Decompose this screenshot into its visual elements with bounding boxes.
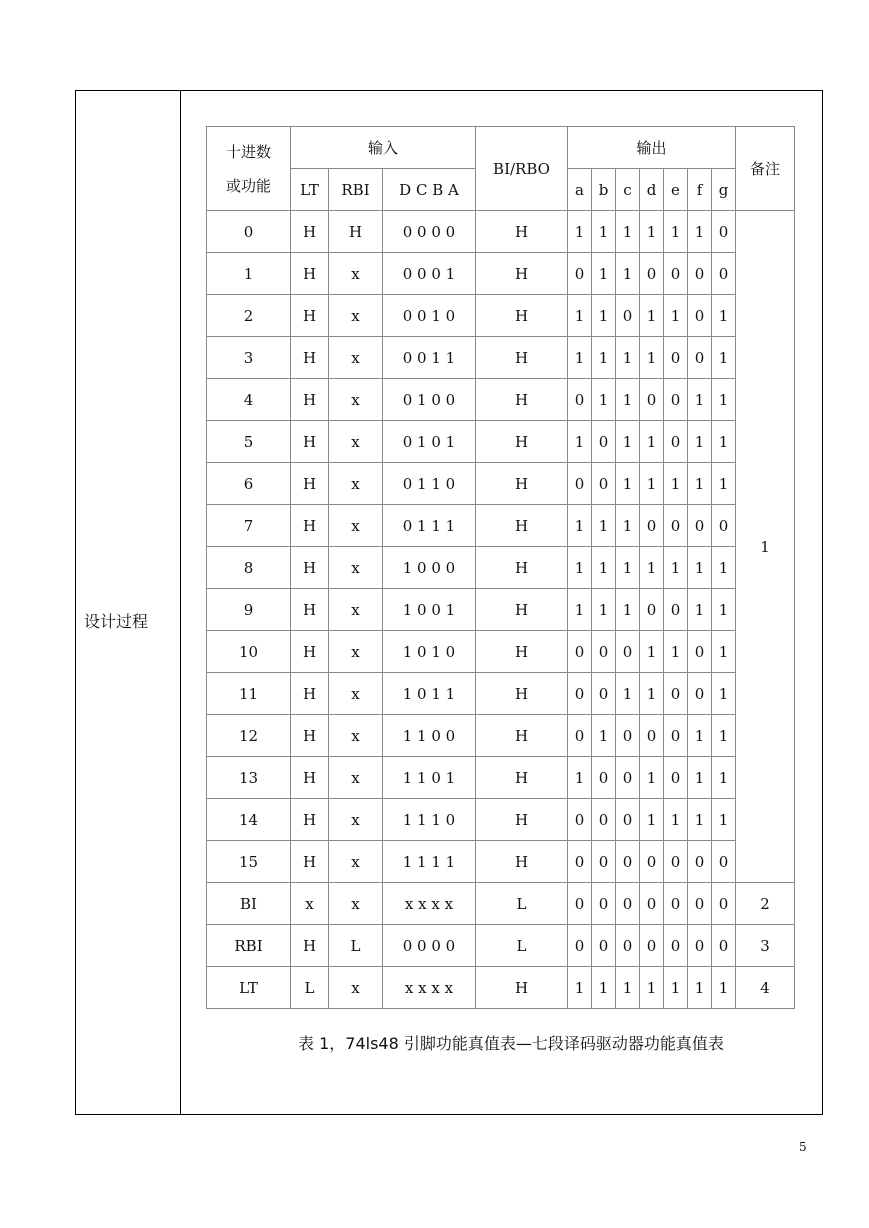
cell-segment: 1 bbox=[568, 589, 592, 631]
cell-function: 9 bbox=[207, 589, 291, 631]
cell-bi-rbo: H bbox=[476, 799, 568, 841]
cell-segment: 1 bbox=[616, 967, 640, 1009]
cell-dcba: x x x x bbox=[383, 883, 476, 925]
cell-dcba: 1 1 0 1 bbox=[383, 757, 476, 799]
cell-segment: 1 bbox=[664, 631, 688, 673]
cell-segment: 0 bbox=[616, 925, 640, 967]
cell-bi-rbo: H bbox=[476, 421, 568, 463]
cell-bi-rbo: H bbox=[476, 673, 568, 715]
cell-segment: 1 bbox=[568, 967, 592, 1009]
cell-segment: 1 bbox=[688, 799, 712, 841]
cell-segment: 1 bbox=[712, 799, 736, 841]
table-row bbox=[207, 505, 795, 547]
cell-segment: 1 bbox=[592, 505, 616, 547]
cell-segment: 0 bbox=[712, 925, 736, 967]
cell-segment: 0 bbox=[640, 841, 664, 883]
cell-segment: 1 bbox=[616, 505, 640, 547]
cell-segment: 1 bbox=[712, 379, 736, 421]
cell-lt: H bbox=[291, 379, 329, 421]
cell-segment: 0 bbox=[688, 673, 712, 715]
cell-segment: 1 bbox=[664, 967, 688, 1009]
cell-rbi: x bbox=[329, 463, 383, 505]
cell-segment: 0 bbox=[568, 715, 592, 757]
cell-bi-rbo: H bbox=[476, 337, 568, 379]
cell-segment: 1 bbox=[664, 799, 688, 841]
cell-segment: 1 bbox=[616, 253, 640, 295]
cell-dcba: 1 0 1 0 bbox=[383, 631, 476, 673]
header-rbi: RBI bbox=[329, 169, 383, 211]
cell-function: 0 bbox=[207, 211, 291, 253]
cell-segment: 0 bbox=[568, 841, 592, 883]
cell-segment: 0 bbox=[712, 211, 736, 253]
header-bi-rbo: BI/RBO bbox=[476, 127, 568, 211]
cell-segment: 1 bbox=[592, 295, 616, 337]
cell-function: 5 bbox=[207, 421, 291, 463]
header-decimal-line1: 十进数 bbox=[225, 142, 271, 161]
table-row bbox=[207, 715, 795, 757]
cell-segment: 0 bbox=[592, 883, 616, 925]
cell-segment: 0 bbox=[712, 253, 736, 295]
cell-bi-rbo: L bbox=[476, 883, 568, 925]
cell-segment: 1 bbox=[712, 295, 736, 337]
header-input: 输入 bbox=[291, 127, 476, 169]
header-decimal-line2: 或功能 bbox=[225, 176, 271, 195]
cell-function: 13 bbox=[207, 757, 291, 799]
cell-segment: 0 bbox=[712, 883, 736, 925]
cell-rbi: x bbox=[329, 295, 383, 337]
table-row bbox=[207, 211, 795, 253]
table-caption: 表 1，74ls48 引脚功能真值表—七段译码驱动器功能真值表 bbox=[298, 1034, 724, 1053]
cell-segment: 1 bbox=[688, 589, 712, 631]
cell-segment: 0 bbox=[568, 925, 592, 967]
cell-segment: 0 bbox=[712, 841, 736, 883]
left-column bbox=[76, 91, 181, 1114]
cell-segment: 1 bbox=[640, 337, 664, 379]
cell-segment: 0 bbox=[640, 253, 664, 295]
cell-segment: 1 bbox=[712, 631, 736, 673]
cell-function: 12 bbox=[207, 715, 291, 757]
cell-segment: 0 bbox=[664, 379, 688, 421]
table-row bbox=[207, 379, 795, 421]
cell-bi-rbo: H bbox=[476, 547, 568, 589]
page-number: 5 bbox=[799, 1140, 807, 1154]
table-row bbox=[207, 841, 795, 883]
cell-dcba: 0 0 1 0 bbox=[383, 295, 476, 337]
cell-lt: H bbox=[291, 799, 329, 841]
cell-dcba: 0 0 1 1 bbox=[383, 337, 476, 379]
cell-segment: 1 bbox=[688, 547, 712, 589]
cell-segment: 0 bbox=[616, 631, 640, 673]
cell-bi-rbo: H bbox=[476, 211, 568, 253]
table-row bbox=[207, 799, 795, 841]
cell-rbi: x bbox=[329, 967, 383, 1009]
cell-bi-rbo: H bbox=[476, 379, 568, 421]
header-lt: LT bbox=[291, 169, 329, 211]
header-row-1 bbox=[207, 127, 795, 169]
cell-segment: 1 bbox=[688, 379, 712, 421]
cell-segment: 0 bbox=[688, 841, 712, 883]
cell-segment: 1 bbox=[688, 421, 712, 463]
cell-segment: 0 bbox=[688, 337, 712, 379]
cell-segment: 0 bbox=[688, 925, 712, 967]
cell-segment: 1 bbox=[688, 715, 712, 757]
cell-segment: 0 bbox=[664, 841, 688, 883]
cell-segment: 1 bbox=[712, 715, 736, 757]
cell-lt: H bbox=[291, 589, 329, 631]
cell-lt: H bbox=[291, 841, 329, 883]
cell-segment: 1 bbox=[664, 295, 688, 337]
cell-segment: 1 bbox=[640, 967, 664, 1009]
cell-segment: 0 bbox=[640, 379, 664, 421]
cell-bi-rbo: H bbox=[476, 505, 568, 547]
cell-segment: 0 bbox=[664, 757, 688, 799]
cell-segment: 1 bbox=[640, 295, 664, 337]
cell-segment: 1 bbox=[616, 421, 640, 463]
cell-segment: 1 bbox=[616, 379, 640, 421]
cell-segment: 0 bbox=[640, 505, 664, 547]
table-row bbox=[207, 337, 795, 379]
cell-lt: H bbox=[291, 925, 329, 967]
cell-segment: 0 bbox=[616, 757, 640, 799]
section-label: 设计过程 bbox=[84, 612, 149, 631]
header-dcba: D C B A bbox=[383, 169, 476, 211]
table-row bbox=[207, 253, 795, 295]
cell-note: 4 bbox=[736, 967, 795, 1009]
cell-dcba: 1 1 1 0 bbox=[383, 799, 476, 841]
cell-lt: H bbox=[291, 211, 329, 253]
cell-segment: 1 bbox=[568, 505, 592, 547]
cell-segment: 0 bbox=[664, 253, 688, 295]
cell-lt: H bbox=[291, 547, 329, 589]
cell-function: 6 bbox=[207, 463, 291, 505]
cell-dcba: 0 1 1 0 bbox=[383, 463, 476, 505]
cell-rbi: x bbox=[329, 547, 383, 589]
cell-segment: 0 bbox=[664, 883, 688, 925]
table-row bbox=[207, 925, 795, 967]
cell-dcba: 1 1 1 1 bbox=[383, 841, 476, 883]
cell-bi-rbo: H bbox=[476, 841, 568, 883]
cell-segment: 1 bbox=[616, 673, 640, 715]
cell-dcba: 0 1 0 1 bbox=[383, 421, 476, 463]
cell-bi-rbo: H bbox=[476, 631, 568, 673]
cell-bi-rbo: H bbox=[476, 715, 568, 757]
cell-rbi: x bbox=[329, 253, 383, 295]
cell-segment: 1 bbox=[640, 757, 664, 799]
cell-segment: 1 bbox=[640, 421, 664, 463]
cell-segment: 0 bbox=[688, 505, 712, 547]
cell-rbi: x bbox=[329, 589, 383, 631]
cell-note: 3 bbox=[736, 925, 795, 967]
cell-segment: 0 bbox=[712, 505, 736, 547]
cell-segment: 1 bbox=[712, 337, 736, 379]
cell-lt: H bbox=[291, 715, 329, 757]
cell-dcba: 1 0 0 0 bbox=[383, 547, 476, 589]
cell-segment: 1 bbox=[568, 757, 592, 799]
cell-segment: 1 bbox=[688, 967, 712, 1009]
cell-rbi: x bbox=[329, 757, 383, 799]
cell-segment: 1 bbox=[640, 463, 664, 505]
cell-segment: 0 bbox=[592, 673, 616, 715]
cell-segment: 1 bbox=[592, 715, 616, 757]
cell-rbi: x bbox=[329, 715, 383, 757]
cell-note-main: 1 bbox=[736, 211, 795, 883]
header-seg-a: a bbox=[568, 169, 592, 211]
cell-function: LT bbox=[207, 967, 291, 1009]
cell-function: 7 bbox=[207, 505, 291, 547]
header-seg-d: d bbox=[640, 169, 664, 211]
cell-lt: H bbox=[291, 505, 329, 547]
cell-rbi: x bbox=[329, 841, 383, 883]
cell-segment: 0 bbox=[616, 295, 640, 337]
cell-segment: 0 bbox=[688, 883, 712, 925]
table-row bbox=[207, 967, 795, 1009]
cell-segment: 1 bbox=[712, 589, 736, 631]
cell-segment: 1 bbox=[568, 295, 592, 337]
cell-segment: 1 bbox=[664, 463, 688, 505]
table-row bbox=[207, 631, 795, 673]
table-row bbox=[207, 883, 795, 925]
cell-function: 3 bbox=[207, 337, 291, 379]
cell-segment: 0 bbox=[640, 925, 664, 967]
table-row bbox=[207, 589, 795, 631]
cell-function: 8 bbox=[207, 547, 291, 589]
cell-segment: 0 bbox=[592, 841, 616, 883]
cell-lt: x bbox=[291, 883, 329, 925]
cell-dcba: 0 0 0 1 bbox=[383, 253, 476, 295]
cell-segment: 1 bbox=[592, 589, 616, 631]
cell-rbi: x bbox=[329, 379, 383, 421]
cell-segment: 1 bbox=[592, 379, 616, 421]
cell-lt: H bbox=[291, 463, 329, 505]
cell-dcba: 0 1 1 1 bbox=[383, 505, 476, 547]
cell-dcba: 1 0 0 1 bbox=[383, 589, 476, 631]
cell-segment: 0 bbox=[592, 421, 616, 463]
table-row bbox=[207, 757, 795, 799]
cell-segment: 1 bbox=[688, 757, 712, 799]
cell-segment: 0 bbox=[592, 463, 616, 505]
cell-lt: H bbox=[291, 295, 329, 337]
cell-segment: 1 bbox=[640, 211, 664, 253]
cell-bi-rbo: H bbox=[476, 253, 568, 295]
cell-segment: 0 bbox=[592, 631, 616, 673]
cell-segment: 0 bbox=[568, 631, 592, 673]
cell-function: 4 bbox=[207, 379, 291, 421]
cell-segment: 1 bbox=[616, 547, 640, 589]
cell-segment: 1 bbox=[640, 547, 664, 589]
cell-segment: 1 bbox=[616, 463, 640, 505]
cell-function: BI bbox=[207, 883, 291, 925]
cell-segment: 0 bbox=[568, 463, 592, 505]
cell-rbi: x bbox=[329, 799, 383, 841]
cell-lt: H bbox=[291, 253, 329, 295]
cell-segment: 0 bbox=[568, 673, 592, 715]
cell-rbi: L bbox=[329, 925, 383, 967]
cell-segment: 1 bbox=[568, 211, 592, 253]
cell-dcba: 0 1 0 0 bbox=[383, 379, 476, 421]
cell-segment: 0 bbox=[664, 673, 688, 715]
cell-segment: 1 bbox=[616, 589, 640, 631]
cell-segment: 1 bbox=[616, 211, 640, 253]
cell-segment: 1 bbox=[712, 463, 736, 505]
cell-lt: L bbox=[291, 967, 329, 1009]
cell-lt: H bbox=[291, 631, 329, 673]
cell-segment: 0 bbox=[640, 589, 664, 631]
cell-segment: 1 bbox=[712, 547, 736, 589]
cell-segment: 0 bbox=[568, 883, 592, 925]
header-seg-e: e bbox=[664, 169, 688, 211]
cell-segment: 1 bbox=[712, 967, 736, 1009]
cell-segment: 0 bbox=[568, 253, 592, 295]
cell-rbi: x bbox=[329, 505, 383, 547]
cell-segment: 0 bbox=[568, 379, 592, 421]
cell-segment: 0 bbox=[664, 505, 688, 547]
table-row bbox=[207, 295, 795, 337]
cell-segment: 0 bbox=[664, 421, 688, 463]
cell-segment: 1 bbox=[592, 211, 616, 253]
cell-lt: H bbox=[291, 673, 329, 715]
cell-segment: 0 bbox=[616, 715, 640, 757]
cell-rbi: x bbox=[329, 337, 383, 379]
cell-segment: 0 bbox=[640, 715, 664, 757]
cell-segment: 1 bbox=[640, 631, 664, 673]
cell-segment: 1 bbox=[712, 673, 736, 715]
cell-segment: 0 bbox=[616, 883, 640, 925]
cell-segment: 0 bbox=[592, 925, 616, 967]
cell-lt: H bbox=[291, 337, 329, 379]
cell-dcba: 1 1 0 0 bbox=[383, 715, 476, 757]
cell-dcba: x x x x bbox=[383, 967, 476, 1009]
cell-segment: 1 bbox=[712, 421, 736, 463]
cell-segment: 1 bbox=[640, 799, 664, 841]
cell-bi-rbo: H bbox=[476, 295, 568, 337]
cell-rbi: x bbox=[329, 673, 383, 715]
cell-segment: 1 bbox=[664, 211, 688, 253]
cell-dcba: 1 0 1 1 bbox=[383, 673, 476, 715]
cell-function: 15 bbox=[207, 841, 291, 883]
header-decimal bbox=[207, 127, 291, 211]
design-frame bbox=[75, 90, 823, 1115]
header-output: 输出 bbox=[568, 127, 736, 169]
cell-segment: 1 bbox=[688, 463, 712, 505]
cell-function: RBI bbox=[207, 925, 291, 967]
cell-segment: 0 bbox=[592, 799, 616, 841]
cell-segment: 0 bbox=[688, 631, 712, 673]
cell-segment: 0 bbox=[664, 589, 688, 631]
header-seg-f: f bbox=[688, 169, 712, 211]
cell-bi-rbo: H bbox=[476, 463, 568, 505]
cell-note: 2 bbox=[736, 883, 795, 925]
cell-segment: 0 bbox=[616, 799, 640, 841]
table-row bbox=[207, 547, 795, 589]
cell-function: 14 bbox=[207, 799, 291, 841]
cell-function: 2 bbox=[207, 295, 291, 337]
cell-bi-rbo: L bbox=[476, 925, 568, 967]
cell-segment: 1 bbox=[592, 967, 616, 1009]
cell-lt: H bbox=[291, 757, 329, 799]
cell-function: 10 bbox=[207, 631, 291, 673]
cell-lt: H bbox=[291, 421, 329, 463]
cell-segment: 0 bbox=[664, 715, 688, 757]
cell-segment: 0 bbox=[688, 253, 712, 295]
cell-rbi: H bbox=[329, 211, 383, 253]
cell-segment: 0 bbox=[688, 295, 712, 337]
cell-segment: 0 bbox=[640, 883, 664, 925]
truth-table bbox=[206, 126, 795, 1009]
header-seg-b: b bbox=[592, 169, 616, 211]
cell-segment: 0 bbox=[592, 757, 616, 799]
table-row bbox=[207, 463, 795, 505]
cell-bi-rbo: H bbox=[476, 589, 568, 631]
cell-dcba: 0 0 0 0 bbox=[383, 925, 476, 967]
header-seg-c: c bbox=[616, 169, 640, 211]
cell-bi-rbo: H bbox=[476, 967, 568, 1009]
cell-segment: 1 bbox=[616, 337, 640, 379]
cell-segment: 1 bbox=[712, 757, 736, 799]
cell-function: 1 bbox=[207, 253, 291, 295]
cell-segment: 1 bbox=[568, 421, 592, 463]
cell-segment: 0 bbox=[568, 799, 592, 841]
cell-function: 11 bbox=[207, 673, 291, 715]
header-note: 备注 bbox=[736, 127, 795, 211]
cell-rbi: x bbox=[329, 421, 383, 463]
cell-rbi: x bbox=[329, 883, 383, 925]
header-seg-g: g bbox=[712, 169, 736, 211]
cell-segment: 1 bbox=[568, 547, 592, 589]
cell-segment: 1 bbox=[592, 253, 616, 295]
cell-segment: 1 bbox=[688, 211, 712, 253]
cell-bi-rbo: H bbox=[476, 757, 568, 799]
cell-segment: 1 bbox=[568, 337, 592, 379]
cell-segment: 0 bbox=[664, 337, 688, 379]
cell-dcba: 0 0 0 0 bbox=[383, 211, 476, 253]
cell-segment: 1 bbox=[640, 673, 664, 715]
cell-segment: 1 bbox=[664, 547, 688, 589]
cell-segment: 1 bbox=[592, 337, 616, 379]
table-row bbox=[207, 421, 795, 463]
cell-rbi: x bbox=[329, 631, 383, 673]
table-row bbox=[207, 673, 795, 715]
cell-segment: 0 bbox=[616, 841, 640, 883]
cell-segment: 1 bbox=[592, 547, 616, 589]
cell-segment: 0 bbox=[664, 925, 688, 967]
